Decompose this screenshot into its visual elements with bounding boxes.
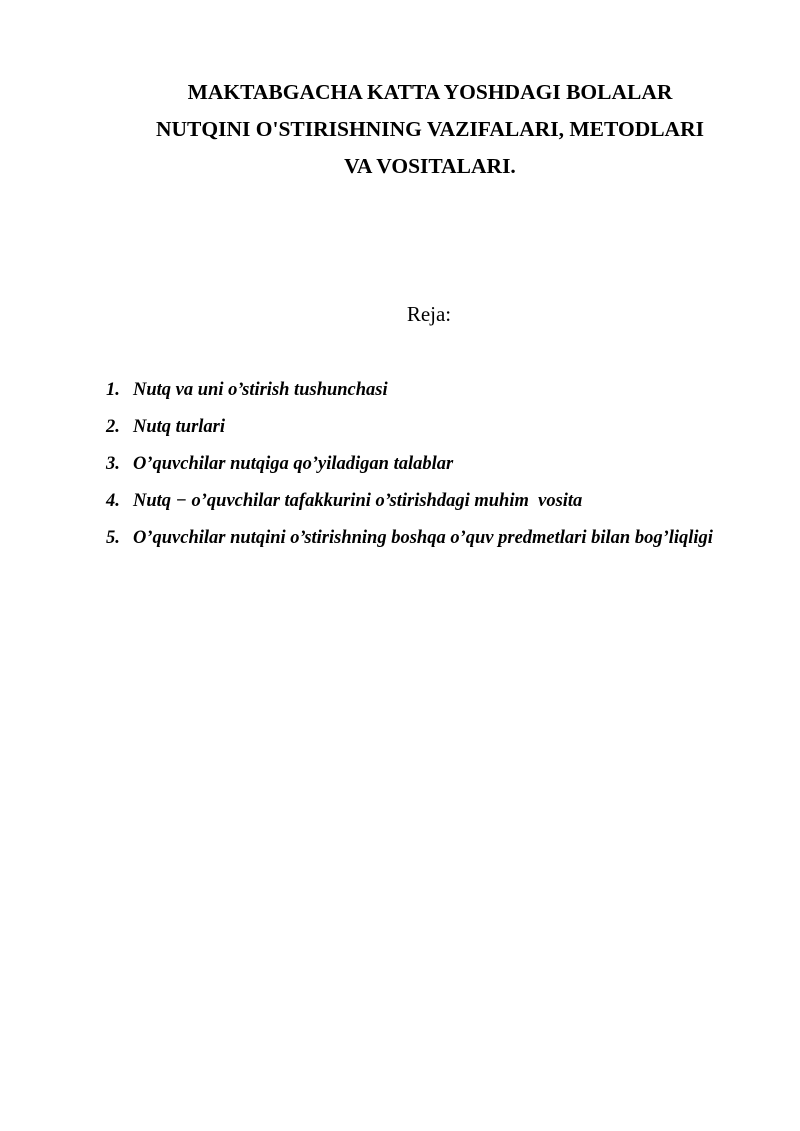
plan-item-number: 3. xyxy=(106,454,120,474)
plan-item-5 xyxy=(106,520,746,557)
plan-item-4 xyxy=(106,483,746,520)
title-line-1: MAKTABGACHA KATTA YOSHDAGI BOLALAR xyxy=(187,80,673,104)
title-line-2: NUTQINI O'STIRISHNING VAZIFALARI, METODLARI xyxy=(156,117,704,141)
plan-item-text: O’quvchilar nutqiga qo’yiladigan talablar xyxy=(133,454,454,474)
plan-item-3 xyxy=(106,446,746,483)
plan-item-text: Nutq turlari xyxy=(133,417,226,437)
plan-heading: Reja: xyxy=(406,302,452,326)
plan-item-number: 5. xyxy=(106,528,120,548)
plan-item-number: 2. xyxy=(106,417,120,437)
plan-list xyxy=(106,372,746,557)
plan-item-text: O’quvchilar nutqini o’stirishning boshqa o’quv predmetlari bilan bog’liqligi xyxy=(133,528,713,548)
plan-item-number: 4. xyxy=(106,491,120,511)
title-line-3: VA VOSITALARI. xyxy=(344,154,516,178)
plan-item-2 xyxy=(106,409,746,446)
plan-item-1 xyxy=(106,372,746,409)
plan-item-number: 1. xyxy=(106,380,120,400)
plan-item-text: Nutq va uni o’stirish tushunchasi xyxy=(133,380,388,400)
plan-item-text: Nutq − o’quvchilar tafakkurini o’stirishdagi muhim vosita xyxy=(133,491,583,511)
document-title xyxy=(100,74,760,185)
